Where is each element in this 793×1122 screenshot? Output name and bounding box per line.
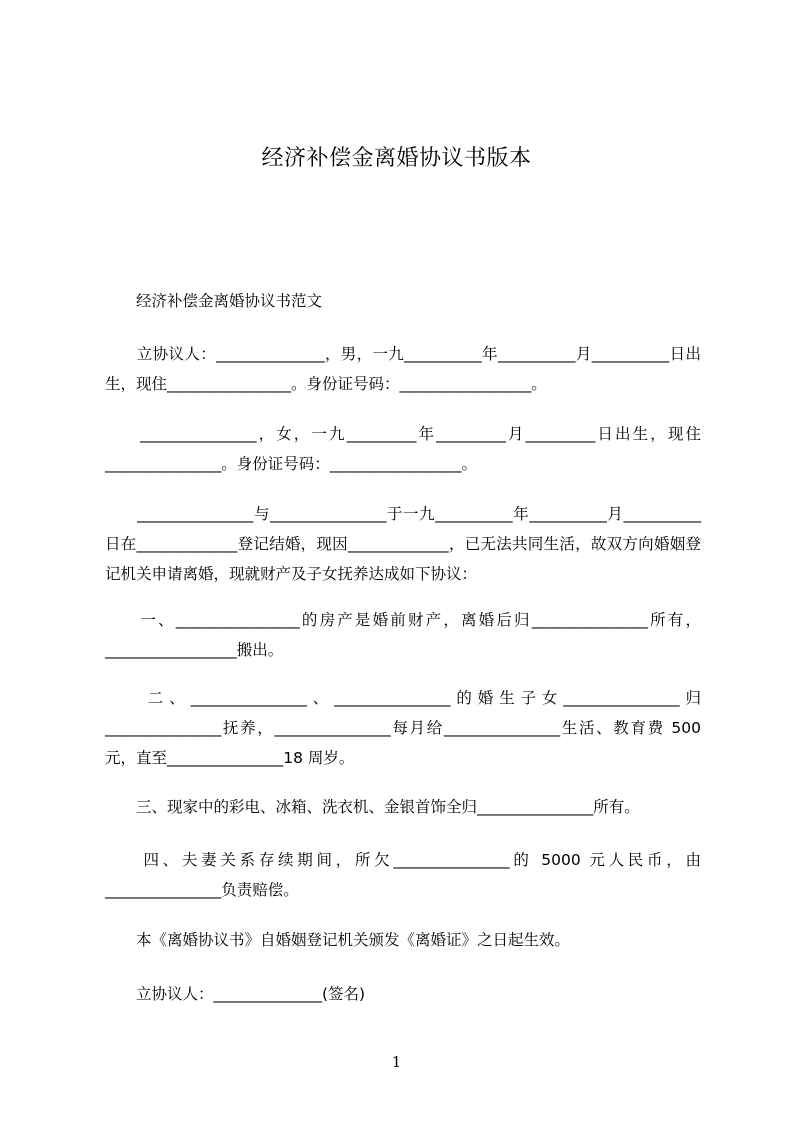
effective-clause-paragraph: 本《离婚协议书》自婚姻登记机关颁发《离婚证》之日起生效。 [105,931,571,949]
signature-line: 立协议人：______________(签名) [105,985,366,1003]
party-one-paragraph: 立协议人：______________，男，一九__________年__________月__________日出生，现住________________。身份证号码：_________________。 [105,345,701,393]
clause-two-paragraph: 二、_______________、_______________的婚生子女_______________归_______________抚养，_______________每月给_______________生活、教育费 500 元，直至_______________18 周岁。 [105,689,706,767]
document-title: 经济补偿金离婚协议书版本 [261,146,532,171]
clause-four-paragraph: 四、夫妻关系存续期间，所欠_______________的 5000 元人民币，由_______________负责赔偿。 [105,851,701,899]
clause-one-paragraph: 一、________________的房产是婚前财产，离婚后归_______________所有，_________________搬出。 [105,611,701,659]
marriage-info-paragraph: _______________与_______________于一九__________年__________月__________日在_____________登记结婚，现因_____________，已无法共同生活，故双方向婚姻登记机关申请离婚，现就财产及子女抚养达成如下协议： [105,505,701,583]
page-number: 1 [391,1053,402,1071]
party-two-paragraph: _______________，女，一九_________年_________月_________日出生，现住_______________。身份证号码：_________________。 [105,425,701,473]
clause-three-paragraph: 三、现家中的彩电、冰箱、洗衣机、金银首饰全归_______________所有。 [105,798,640,816]
section-heading: 经济补偿金离婚协议书范文 [105,292,323,310]
